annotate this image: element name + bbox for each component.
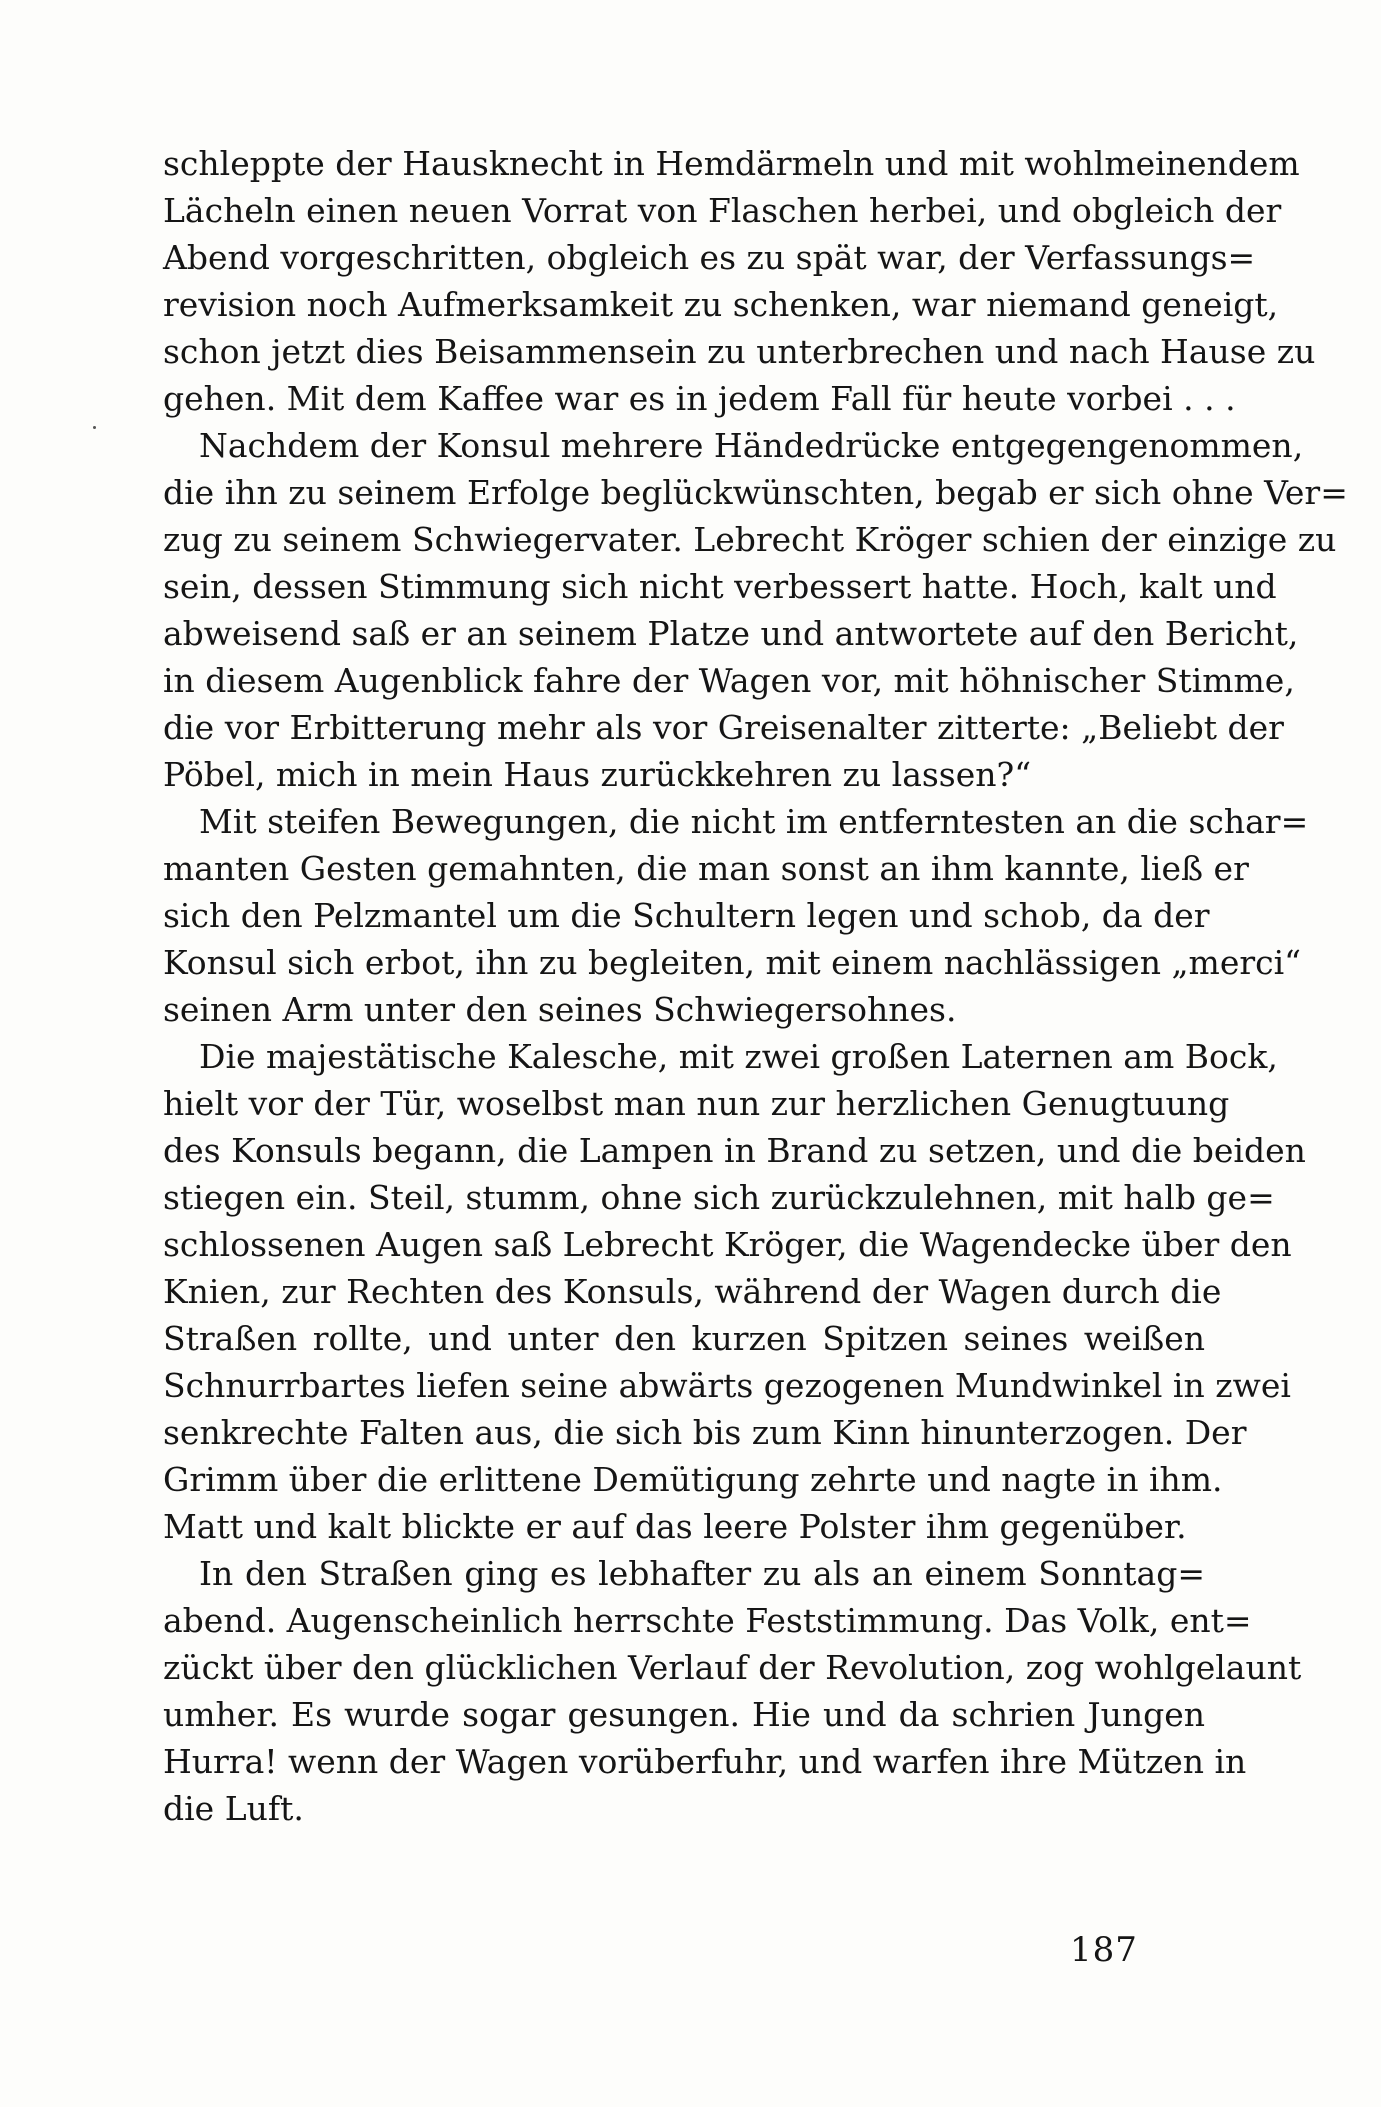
text-line: sich den Pelzmantel um die Schultern legen und schob, da der <box>163 896 1210 935</box>
text-line: Pöbel, mich in mein Haus zurückkehren zu lassen?“ <box>163 755 1032 794</box>
text-line: des Konsuls begann, die Lampen in Brand zu setzen, und die beiden <box>163 1131 1306 1170</box>
margin-mark <box>93 426 96 429</box>
text-line: Hurra! wenn der Wagen vorüberfuhr, und warfen ihre Mützen in <box>163 1742 1247 1781</box>
text-line: in diesem Augenblick fahre der Wagen vor, mit höhnischer Stimme, <box>163 661 1295 700</box>
body-text <box>163 140 1348 1832</box>
text-line: Schnurrbartes liefen seine abwärts gezogenen Mundwinkel in zwei <box>163 1366 1291 1405</box>
text-line: schon jetzt dies Beisammensein zu unterbrechen und nach Hause zu <box>163 332 1316 371</box>
text-line: Matt und kalt blickte er auf das leere Polster ihm gegenüber. <box>163 1507 1187 1546</box>
text-line: seinen Arm unter den seines Schwiegersohnes. <box>163 990 957 1029</box>
text-line: Die majestätische Kalesche, mit zwei großen Laternen am Bock, <box>199 1037 1278 1076</box>
text-line: Konsul sich erbot, ihn zu begleiten, mit einem nachlässigen „merci“ <box>163 943 1302 982</box>
text-line: schleppte der Hausknecht in Hemdärmeln und mit wohlmeinendem <box>163 144 1300 183</box>
text-line: Grimm über die erlittene Demütigung zehrte und nagte in ihm. <box>163 1460 1223 1499</box>
text-line: stiegen ein. Steil, stumm, ohne sich zurückzulehnen, mit halb ge= <box>163 1178 1275 1217</box>
text-line: revision noch Aufmerksamkeit zu schenken, war niemand geneigt, <box>163 285 1279 324</box>
text-line: Lächeln einen neuen Vorrat von Flaschen herbei, und obgleich der <box>163 191 1282 230</box>
page-number: 187 <box>1070 1930 1138 1970</box>
text-line: Mit steifen Bewegungen, die nicht im entferntesten an die schar= <box>199 802 1309 841</box>
text-line: hielt vor der Tür, woselbst man nun zur herzlichen Genugtuung <box>163 1084 1230 1123</box>
text-line: gehen. Mit dem Kaffee war es in jedem Fall für heute vorbei . . . <box>163 379 1236 418</box>
text-line: Knien, zur Rechten des Konsuls, während der Wagen durch die <box>163 1272 1222 1311</box>
text-line: umher. Es wurde sogar gesungen. Hie und da schrien Jungen <box>163 1695 1205 1734</box>
text-line: die Luft. <box>163 1789 304 1828</box>
text-line: Straßen rollte, und unter den kurzen Spitzen seines weißen <box>163 1319 1205 1358</box>
text-line: Nachdem der Konsul mehrere Händedrücke entgegengenommen, <box>199 426 1304 465</box>
text-line: Abend vorgeschritten, obgleich es zu spät war, der Verfassungs= <box>163 238 1256 277</box>
text-line: abweisend saß er an seinem Platze und antwortete auf den Bericht, <box>163 614 1299 653</box>
text-line: senkrechte Falten aus, die sich bis zum Kinn hinunterzogen. Der <box>163 1413 1247 1452</box>
text-line: abend. Augenscheinlich herrschte Feststimmung. Das Volk, ent= <box>163 1601 1252 1640</box>
text-line: die vor Erbitterung mehr als vor Greisenalter zitterte: „Beliebt der <box>163 708 1284 747</box>
text-line: schlossenen Augen saß Lebrecht Kröger, die Wagendecke über den <box>163 1225 1292 1264</box>
text-line: In den Straßen ging es lebhafter zu als an einem Sonntag= <box>199 1554 1205 1593</box>
text-line: zug zu seinem Schwiegervater. Lebrecht Kröger schien der einzige zu <box>163 520 1337 559</box>
text-line: die ihn zu seinem Erfolge beglückwünschten, begab er sich ohne Ver= <box>163 473 1348 512</box>
text-line: sein, dessen Stimmung sich nicht verbessert hatte. Hoch, kalt und <box>163 567 1277 606</box>
text-line: zückt über den glücklichen Verlauf der Revolution, zog wohlgelaunt <box>163 1648 1302 1687</box>
text-line: manten Gesten gemahnten, die man sonst an ihm kannte, ließ er <box>163 849 1249 888</box>
